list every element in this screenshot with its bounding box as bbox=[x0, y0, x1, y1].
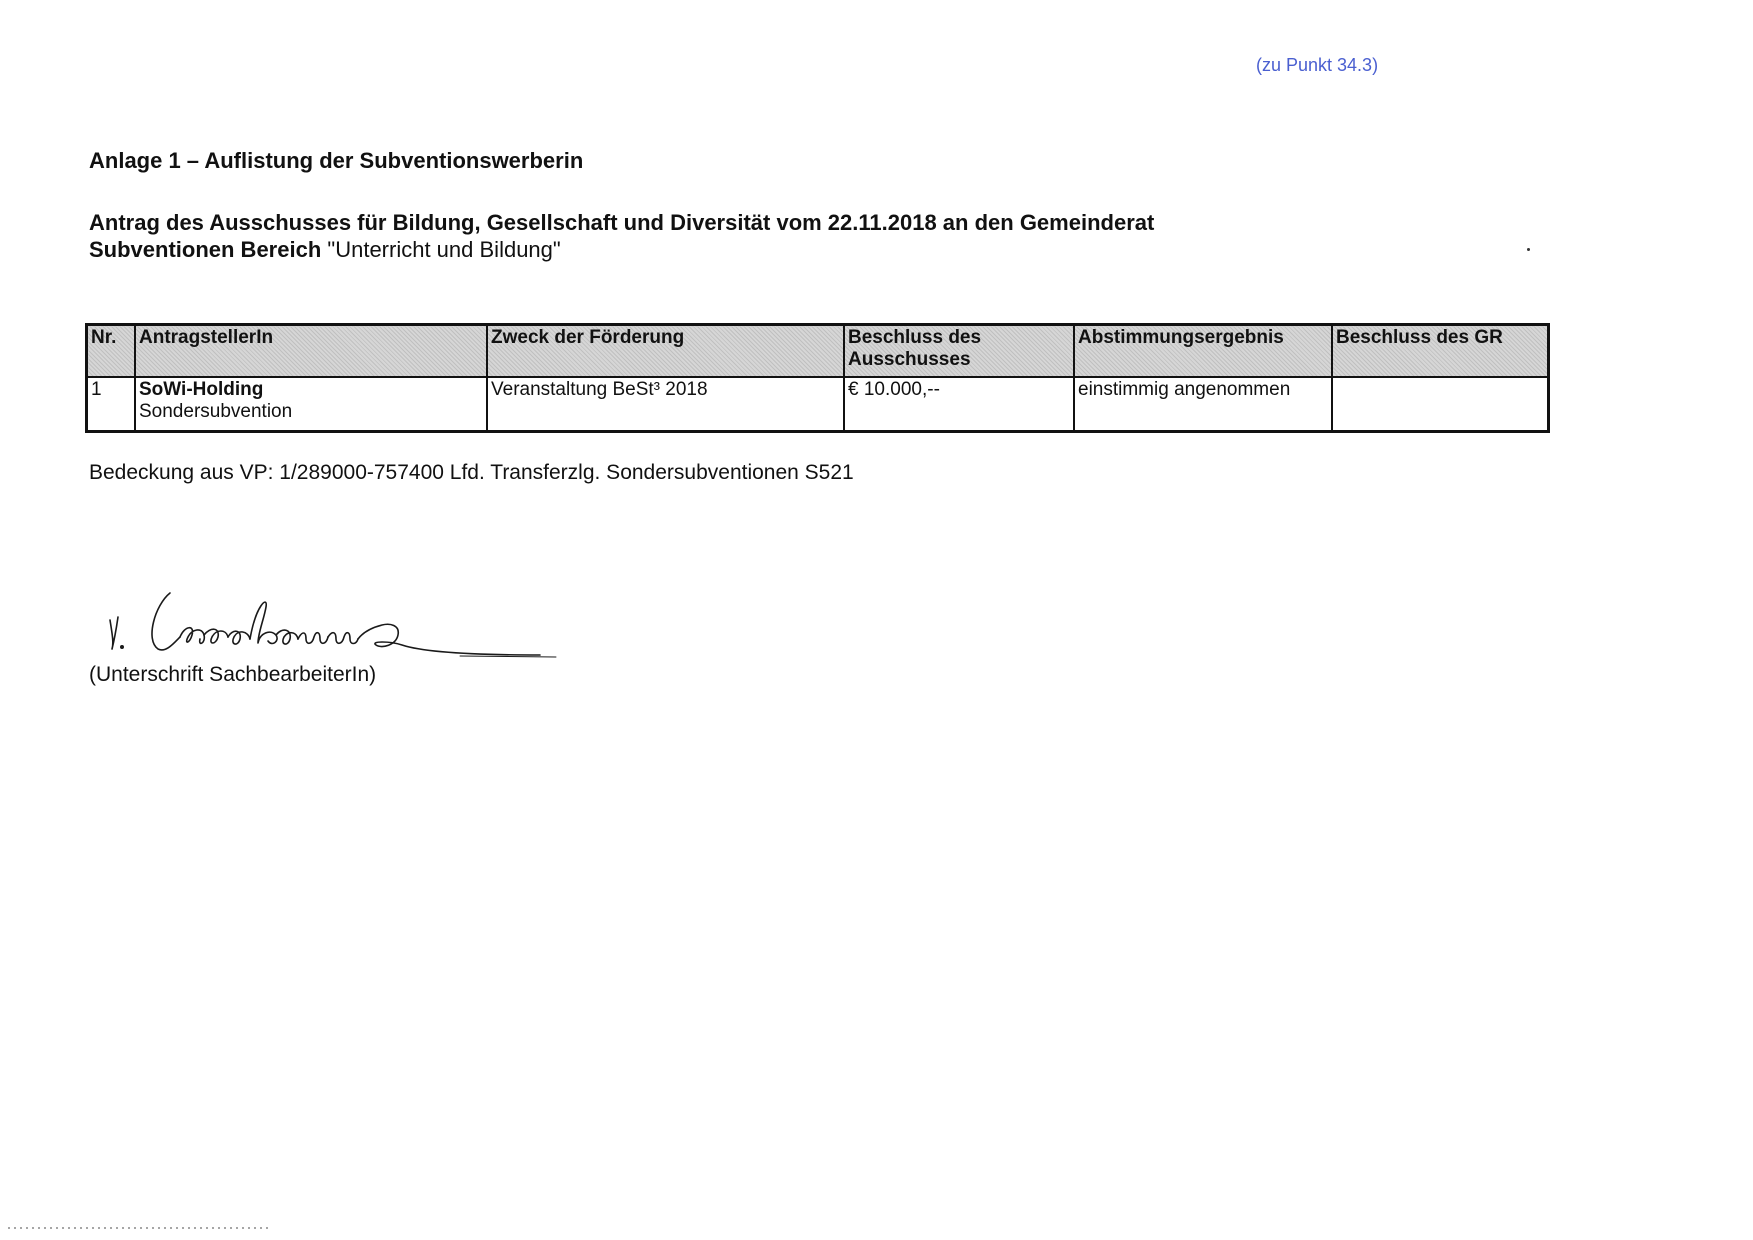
motion-text: Antrag des Ausschusses für Bildung, Gesellschaft und Diversität vom 22.11.2018 an den Gemeinderat bbox=[89, 210, 1155, 235]
handwritten-signature bbox=[100, 585, 560, 670]
cell-vote-result: einstimmig angenommen bbox=[1074, 377, 1332, 432]
header-nr: Nr. bbox=[87, 325, 136, 378]
subsidy-area-label: Subventionen Bereich bbox=[89, 237, 322, 262]
reference-note: (zu Punkt 34.3) bbox=[1256, 55, 1379, 75]
signature-caption: (Unterschrift SachbearbeiterIn) bbox=[89, 663, 377, 686]
budget-coverage: Bedeckung aus VP: 1/289000-757400 Lfd. Transferzlg. Sondersubventionen S521 bbox=[89, 461, 854, 484]
header-vote-result: Abstimmungsergebnis bbox=[1074, 325, 1332, 378]
subsidy-table bbox=[85, 323, 1550, 433]
applicant-name: SoWi-Holding bbox=[139, 379, 264, 400]
table-header-row bbox=[87, 325, 1549, 378]
page-title: Anlage 1 – Auflistung der Subventionswerberin bbox=[89, 148, 584, 173]
cell-nr: 1 bbox=[87, 377, 136, 432]
subsidy-area-value: "Unterricht und Bildung" bbox=[327, 237, 561, 262]
header-purpose: Zweck der Förderung bbox=[487, 325, 844, 378]
scan-artifact bbox=[8, 1227, 268, 1229]
cell-council-decision bbox=[1332, 377, 1549, 432]
scan-speck bbox=[1527, 248, 1530, 251]
table-row bbox=[87, 377, 1549, 432]
cell-purpose: Veranstaltung BeSt³ 2018 bbox=[487, 377, 844, 432]
motion-heading bbox=[89, 209, 1154, 263]
subsidy-area bbox=[89, 236, 1154, 263]
header-council-decision: Beschluss des GR bbox=[1332, 325, 1549, 378]
header-committee-decision: Beschluss des Ausschusses bbox=[844, 325, 1074, 378]
cell-applicant bbox=[135, 377, 487, 432]
header-applicant: AntragstellerIn bbox=[135, 325, 487, 378]
cell-committee-decision: € 10.000,-- bbox=[844, 377, 1074, 432]
applicant-type: Sondersubvention bbox=[139, 401, 293, 422]
